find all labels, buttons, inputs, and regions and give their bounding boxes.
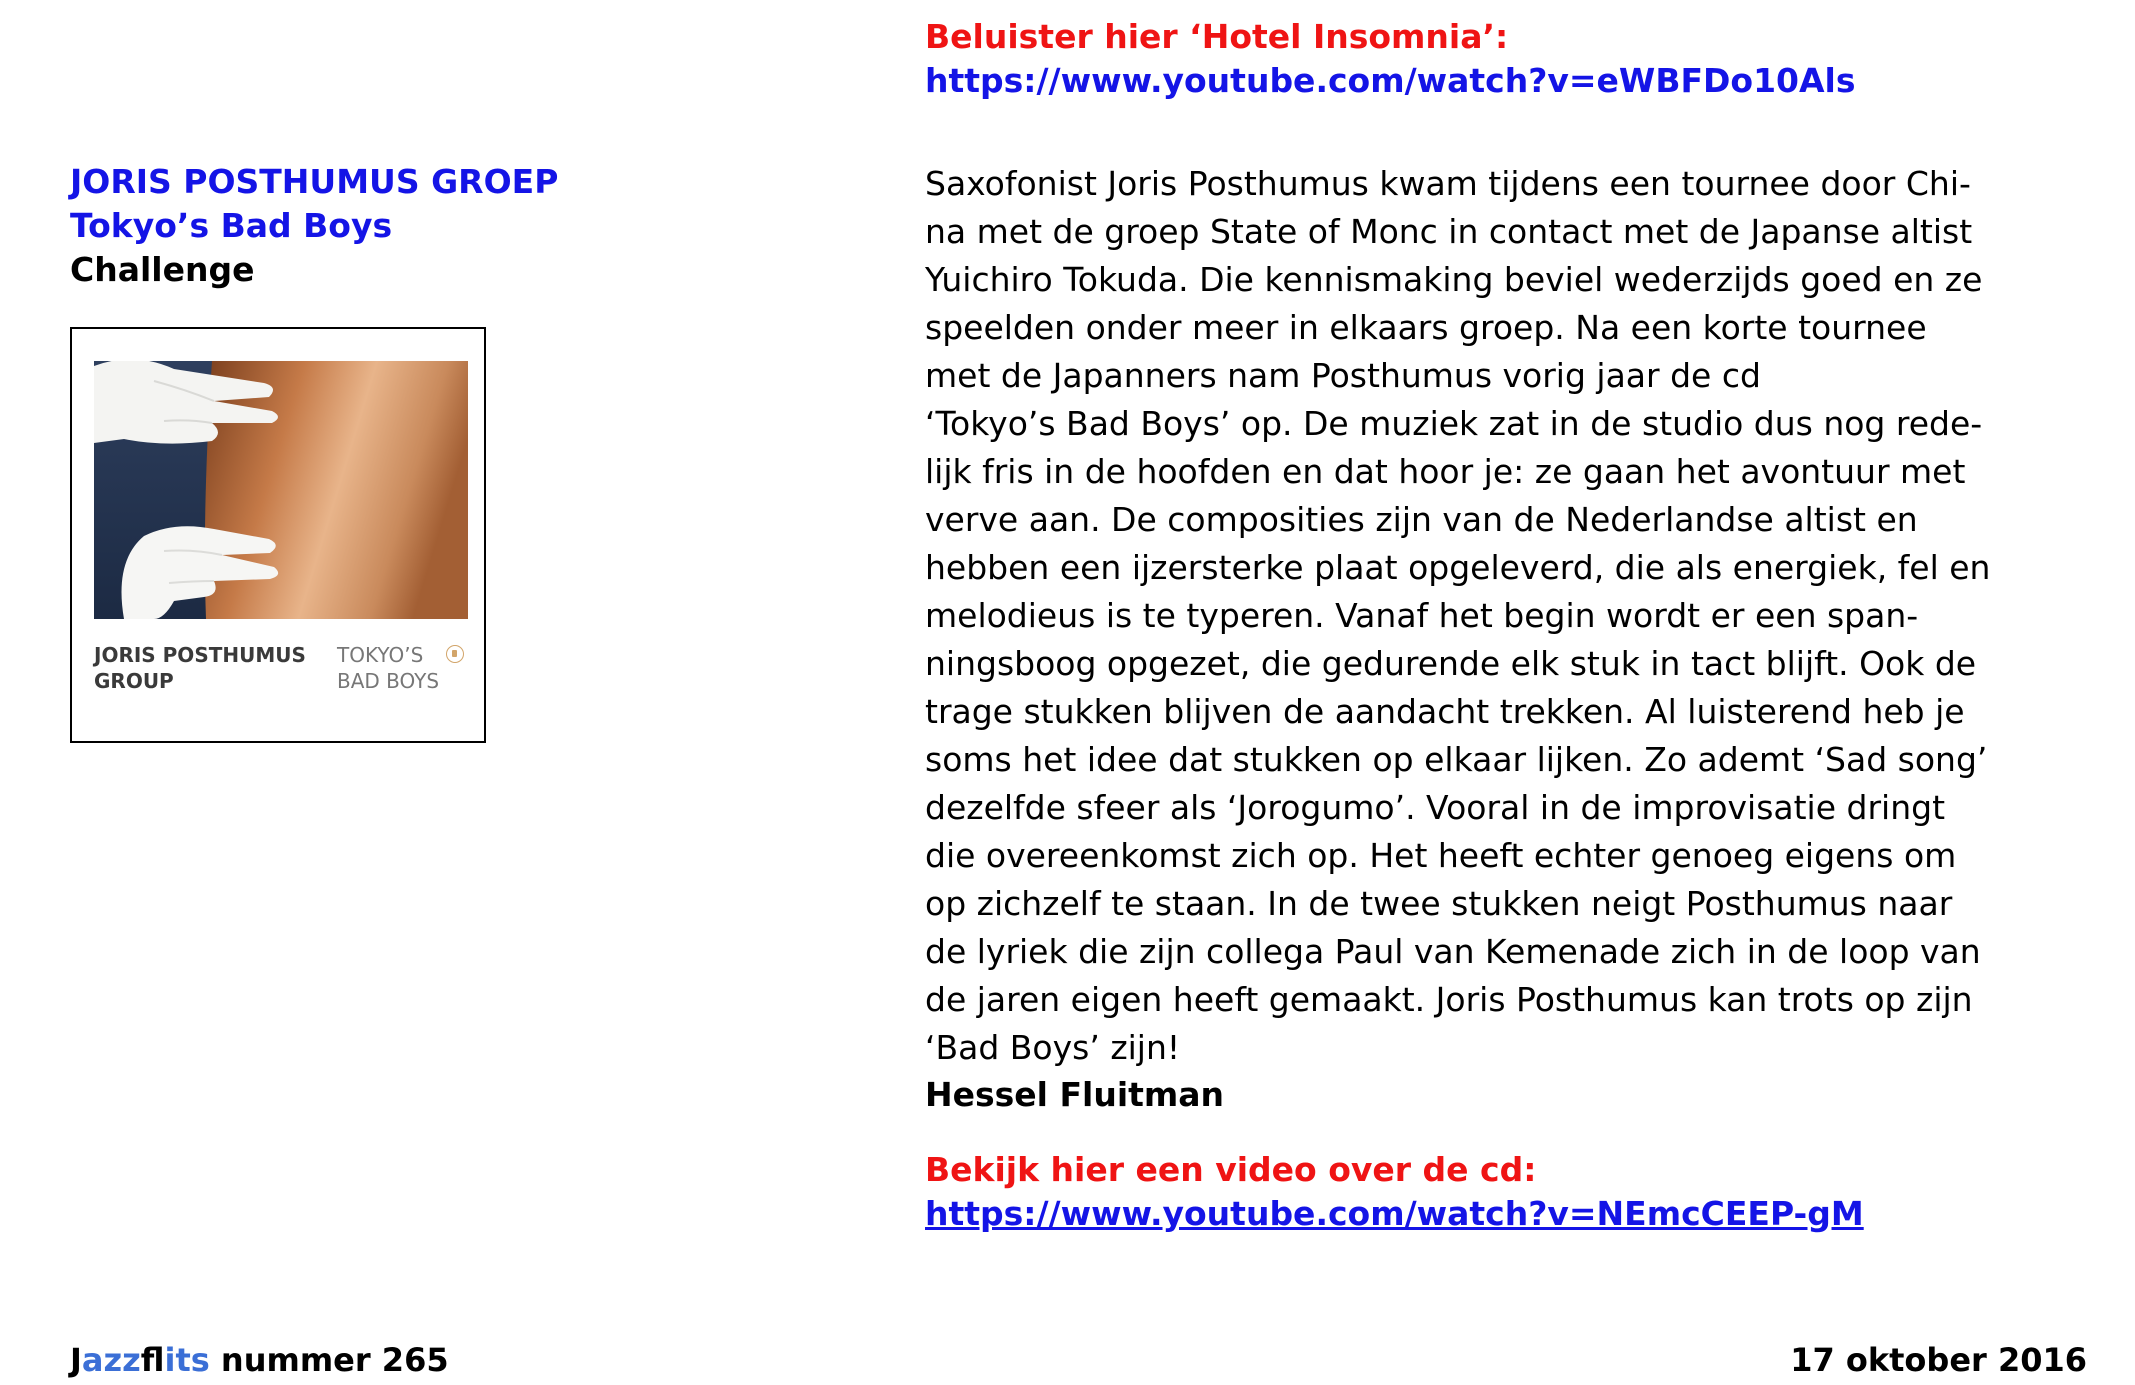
body-line: na met de groep State of Monc in contact met de Japanse altist [925,212,1973,251]
video-promo [925,1148,1864,1236]
cover-caption-title: TOKYO’S BAD BOYS [337,643,440,693]
artist-name: JORIS POSTHUMUS GROEP [70,162,559,201]
body-line: ‘Tokyo’s Bad Boys’ op. De muziek zat in de studio dus nog rede- [925,404,1983,443]
body-line: trage stukken blijven de aandacht trekken. Al luisterend heb je [925,692,1965,731]
body-line: dezelfde sfeer als ‘Jorogumo’. Vooral in de improvisatie dringt [925,788,1946,827]
body-line: met de Japanners nam Posthumus vorig jaar de cd [925,356,1761,395]
body-line: hebben een ijzersterke plaat opgeleverd, die als energiek, fel en [925,548,1991,587]
review-author: Hessel Fluitman [925,1075,1225,1114]
listen-link[interactable]: https://www.youtube.com/watch?v=eWBFDo10Als [925,61,1856,100]
brand-azz: azz [81,1341,141,1379]
body-line: lijk fris in de hoofden en dat hoor je: ze gaan het avontuur met [925,452,1966,491]
body-line: Saxofonist Joris Posthumus kwam tijdens een tournee door Chi- [925,164,1971,203]
album-header [70,160,630,292]
album-title: Tokyo’s Bad Boys [70,206,393,245]
video-link[interactable]: https://www.youtube.com/watch?v=NEmcCEEP-gM [925,1194,1864,1233]
video-heading: Bekijk hier een video over de cd: [925,1150,1537,1189]
footer-issue [70,1340,449,1380]
record-label: Challenge [70,250,255,289]
body-line: soms het idee dat stukken op elkaar lijken. Zo ademt ‘Sad song’ [925,740,1988,779]
body-line: speelden onder meer in elkaars groep. Na een korte tournee [925,308,1927,347]
cover-photo [94,361,468,619]
listen-heading: Beluister hier ‘Hotel Insomnia’: [925,17,1509,56]
body-line: de lyriek die zijn collega Paul van Kemenade zich in de loop van [925,932,1981,971]
brand-fl: fl [140,1341,165,1379]
body-line: die overeenkomst zich op. Het heeft echter genoeg eigens om [925,836,1957,875]
listen-promo [925,15,1856,103]
brand-j: J [70,1341,82,1379]
brand-its: its [164,1341,210,1379]
album-cover [70,327,486,743]
body-line: ‘Bad Boys’ zijn! [925,1028,1181,1067]
issue-number: nummer 265 [220,1341,449,1379]
footer-date: 17 oktober 2016 [1790,1341,2087,1379]
cover-caption-artist: JORIS POSTHUMUS GROUP [94,643,306,693]
body-line: Yuichiro Tokuda. Die kennismaking beviel wederzijds goed en ze [925,260,1983,299]
body-line: op zichzelf te staan. In de twee stukken neigt Posthumus naar [925,884,1953,923]
review-body [925,160,2095,1072]
body-line: de jaren eigen heeft gemaakt. Joris Posthumus kan trots op zijn [925,980,1973,1019]
body-line: melodieus is te typeren. Vanaf het begin wordt er een span- [925,596,1919,635]
body-line: ningsboog opgezet, die gedurende elk stuk in tact blijft. Ook de [925,644,1977,683]
body-line: verve aan. De composities zijn van de Nederlandse altist en [925,500,1918,539]
label-logo-icon [446,645,464,663]
